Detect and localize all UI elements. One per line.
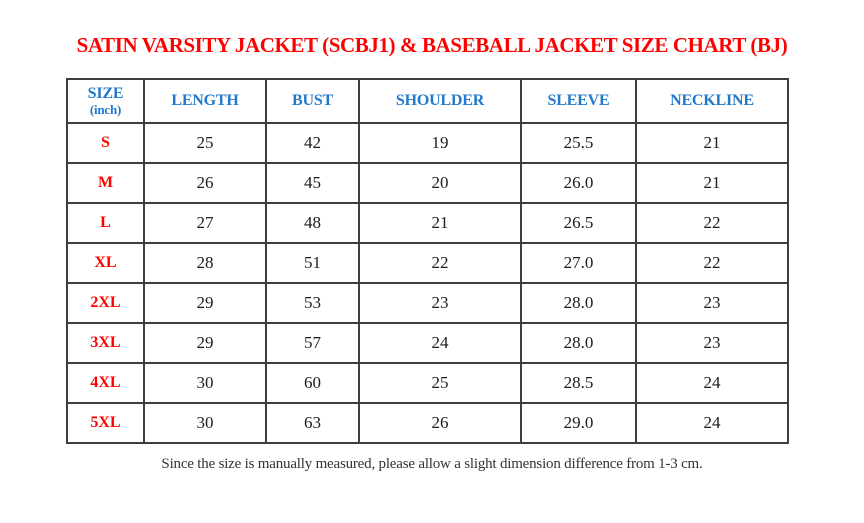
value-cell: 27.0: [521, 243, 636, 283]
table-row: [67, 203, 788, 243]
value-cell: 45: [266, 163, 359, 203]
size-cell: L: [67, 203, 144, 243]
value-cell: 26.0: [521, 163, 636, 203]
value-cell: 25: [144, 123, 266, 163]
value-cell: 28.5: [521, 363, 636, 403]
header-size: [67, 79, 144, 123]
value-cell: 20: [359, 163, 521, 203]
value-cell: 27: [144, 203, 266, 243]
value-cell: 22: [636, 243, 788, 283]
header-shoulder: SHOULDER: [359, 79, 521, 123]
value-cell: 23: [636, 283, 788, 323]
value-cell: 29: [144, 323, 266, 363]
value-cell: 60: [266, 363, 359, 403]
value-cell: 57: [266, 323, 359, 363]
value-cell: 21: [359, 203, 521, 243]
value-cell: 48: [266, 203, 359, 243]
measurement-note: Since the size is manually measured, please allow a slight dimension difference from 1-3 cm.: [161, 456, 703, 472]
value-cell: 29: [144, 283, 266, 323]
value-cell: 28.0: [521, 283, 636, 323]
value-cell: 23: [359, 283, 521, 323]
header-size-label: SIZE: [87, 85, 124, 102]
table-row: [67, 243, 788, 283]
value-cell: 26: [144, 163, 266, 203]
header-row: [67, 79, 788, 123]
header-bust: BUST: [266, 79, 359, 123]
value-cell: 28: [144, 243, 266, 283]
size-cell: 2XL: [67, 283, 144, 323]
table-row: [67, 283, 788, 323]
header-length: LENGTH: [144, 79, 266, 123]
page-title: SATIN VARSITY JACKET (SCBJ1) & BASEBALL JACKET SIZE CHART (BJ): [76, 33, 788, 57]
value-cell: 51: [266, 243, 359, 283]
value-cell: 28.0: [521, 323, 636, 363]
value-cell: 21: [636, 163, 788, 203]
size-chart-table: [66, 78, 789, 444]
value-cell: 42: [266, 123, 359, 163]
value-cell: 63: [266, 403, 359, 443]
header-size-unit: (inch): [89, 102, 122, 117]
table-row: [67, 363, 788, 403]
value-cell: 19: [359, 123, 521, 163]
table-row: [67, 323, 788, 363]
table-row: [67, 123, 788, 163]
table-row: [67, 163, 788, 203]
table-body: [67, 123, 788, 443]
value-cell: 23: [636, 323, 788, 363]
value-cell: 29.0: [521, 403, 636, 443]
size-cell: S: [67, 123, 144, 163]
size-cell: 5XL: [67, 403, 144, 443]
value-cell: 24: [636, 363, 788, 403]
size-cell: 3XL: [67, 323, 144, 363]
value-cell: 53: [266, 283, 359, 323]
value-cell: 30: [144, 403, 266, 443]
value-cell: 30: [144, 363, 266, 403]
value-cell: 22: [359, 243, 521, 283]
value-cell: 25: [359, 363, 521, 403]
header-neckline: NECKLINE: [636, 79, 788, 123]
value-cell: 21: [636, 123, 788, 163]
size-cell: XL: [67, 243, 144, 283]
value-cell: 24: [359, 323, 521, 363]
table-row: [67, 403, 788, 443]
size-cell: M: [67, 163, 144, 203]
value-cell: 25.5: [521, 123, 636, 163]
value-cell: 26: [359, 403, 521, 443]
value-cell: 26.5: [521, 203, 636, 243]
size-cell: 4XL: [67, 363, 144, 403]
value-cell: 24: [636, 403, 788, 443]
value-cell: 22: [636, 203, 788, 243]
header-sleeve: SLEEVE: [521, 79, 636, 123]
